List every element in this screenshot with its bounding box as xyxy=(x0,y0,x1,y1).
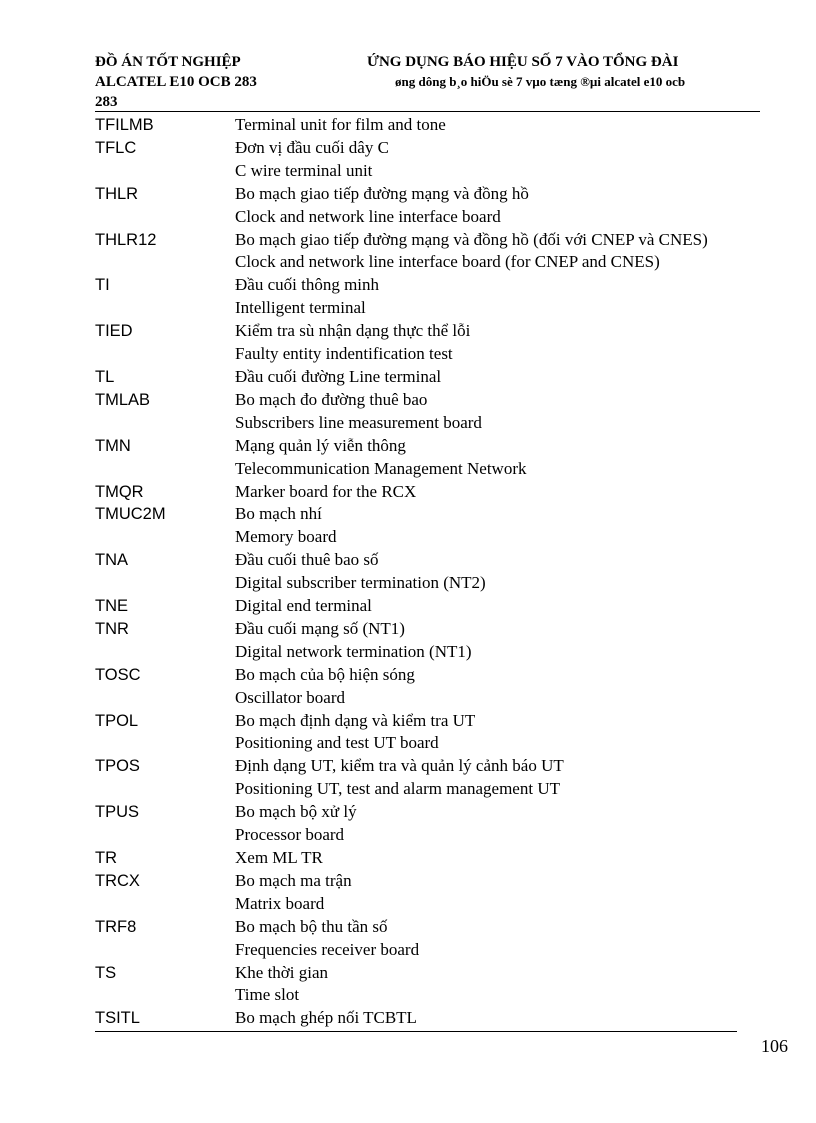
glossary-row xyxy=(95,503,760,526)
glossary-term xyxy=(95,526,235,549)
glossary-description: Đầu cuối thông minh xyxy=(235,275,380,295)
glossary-description: C wire terminal unit xyxy=(235,160,373,180)
glossary-term xyxy=(95,251,235,274)
glossary-description: Bo mạch đo đường thuê bao xyxy=(235,389,428,409)
glossary-description: Terminal unit for film and tone xyxy=(235,115,446,134)
glossary-term: TL xyxy=(95,367,115,386)
glossary-term: TIED xyxy=(95,322,133,341)
glossary-term: TMQR xyxy=(95,482,144,501)
glossary-description: Bo mạch ghép nối TCBTL xyxy=(235,1008,417,1028)
header-system-label: ALCATEL E10 OCB 283 xyxy=(95,74,257,90)
glossary-term: TRCX xyxy=(95,871,140,890)
glossary-row xyxy=(95,687,760,710)
glossary-term xyxy=(95,572,235,595)
header-thesis-label: ĐỒ ÁN TỐT NGHIỆP xyxy=(95,54,241,70)
glossary-row xyxy=(95,572,760,595)
glossary-description: Positioning and test UT board xyxy=(235,733,439,753)
glossary-row xyxy=(95,251,760,274)
glossary-description: Kiểm tra sù nhận dạng thực thể lỗi xyxy=(235,321,471,341)
glossary-description: Đơn vị đầu cuối dây C xyxy=(235,137,389,157)
glossary-description: Marker board for the RCX xyxy=(235,481,417,501)
glossary-term: TPUS xyxy=(95,803,140,822)
glossary-row xyxy=(95,389,760,412)
glossary-row xyxy=(95,984,760,1007)
glossary-term: TMUC2M xyxy=(95,505,166,524)
glossary-row xyxy=(95,549,760,572)
glossary-term: THLR xyxy=(95,184,139,203)
glossary-description: Digital end terminal xyxy=(235,596,372,616)
glossary-term: TFILMB xyxy=(95,116,154,134)
glossary-description: Time slot xyxy=(235,985,300,1005)
glossary-description: Positioning UT, test and alarm management UT xyxy=(235,779,560,799)
glossary-term xyxy=(95,824,235,847)
glossary-row xyxy=(95,595,760,618)
glossary-term: TR xyxy=(95,849,117,867)
glossary-row xyxy=(95,481,760,504)
glossary-row xyxy=(95,801,760,824)
glossary-row xyxy=(95,778,760,801)
glossary-row xyxy=(95,962,760,985)
page-number: 106 xyxy=(761,1036,788,1056)
glossary-description: Đầu cuối mạng số (NT1) xyxy=(235,618,405,638)
header-system-label-overflow: 283 xyxy=(95,94,118,110)
glossary-term xyxy=(95,297,235,320)
glossary-description: Đầu cuối thuê bao số xyxy=(235,550,379,570)
glossary-row xyxy=(95,618,760,641)
glossary-row xyxy=(95,870,760,893)
glossary-description: Bo mạch định dạng và kiểm tra UT xyxy=(235,710,476,730)
glossary-row xyxy=(95,939,760,962)
glossary-term: TNA xyxy=(95,551,128,570)
glossary-row xyxy=(95,732,760,755)
glossary-term: TSITL xyxy=(95,1009,140,1028)
glossary-term xyxy=(95,206,235,229)
glossary-term xyxy=(95,687,235,710)
glossary-row xyxy=(95,343,760,366)
glossary-description: Frequencies receiver board xyxy=(235,939,420,959)
glossary-term xyxy=(95,343,235,366)
glossary-row xyxy=(95,137,760,160)
glossary-description: Bo mạch bộ xử lý xyxy=(235,802,357,822)
glossary-term: THLR12 xyxy=(95,230,157,249)
glossary-term: TPOL xyxy=(95,711,139,730)
glossary-row xyxy=(95,526,760,549)
glossary-description: Clock and network line interface board xyxy=(235,206,501,226)
glossary-row xyxy=(95,641,760,664)
glossary-row xyxy=(95,755,760,778)
glossary-term: TRF8 xyxy=(95,917,137,936)
glossary-row xyxy=(95,664,760,687)
header-subtitle: øng dông b¸o hiÖu sè 7 vµo tæng ®µi alcatel e10 ocb xyxy=(395,74,686,89)
page-header xyxy=(95,52,760,112)
glossary-description: Faulty entity indentification test xyxy=(235,344,453,364)
glossary-row xyxy=(95,435,760,458)
glossary-row xyxy=(95,206,760,229)
glossary-term: TFLC xyxy=(95,138,137,157)
glossary-term xyxy=(95,984,235,1007)
header-left-block xyxy=(95,52,257,112)
glossary-row xyxy=(95,916,760,939)
glossary-list xyxy=(95,114,760,1030)
header-divider xyxy=(95,111,760,112)
glossary-description: Định dạng UT, kiểm tra và quản lý cảnh báo UT xyxy=(235,756,564,776)
glossary-description: Bo mạch bộ thu tần số xyxy=(235,916,388,936)
glossary-term: TNE xyxy=(95,597,128,616)
glossary-row xyxy=(95,160,760,183)
glossary-description: Bo mạch giao tiếp đường mạng và đồng hồ (đối với CNEP và CNES) xyxy=(235,229,708,249)
glossary-description: Oscillator board xyxy=(235,687,345,707)
header-title: ỨNG DỤNG BÁO HIỆU SỐ 7 VÀO TỔNG ĐÀI xyxy=(367,54,679,70)
glossary-description: Bo mạch nhí xyxy=(235,504,322,524)
glossary-row xyxy=(95,893,760,916)
glossary-description: Mạng quản lý viễn thông xyxy=(235,435,406,455)
glossary-term xyxy=(95,458,235,481)
glossary-row xyxy=(95,297,760,320)
glossary-term: TMLAB xyxy=(95,390,151,409)
glossary-description: Bo mạch của bộ hiện sóng xyxy=(235,664,415,684)
glossary-row xyxy=(95,114,760,137)
glossary-description: Clock and network line interface board (for CNEP and CNES) xyxy=(235,252,660,272)
glossary-description: Bo mạch giao tiếp đường mạng và đồng hồ xyxy=(235,183,529,203)
glossary-term: TMN xyxy=(95,436,131,455)
glossary-description: Bo mạch ma trận xyxy=(235,870,352,890)
glossary-term xyxy=(95,641,235,664)
glossary-term xyxy=(95,160,235,183)
glossary-description: Digital subscriber termination (NT2) xyxy=(235,573,486,593)
glossary-description: Digital network termination (NT1) xyxy=(235,641,472,661)
glossary-description: Đầu cuối đường Line terminal xyxy=(235,366,442,386)
glossary-description: Telecommunication Management Network xyxy=(235,458,527,478)
glossary-term xyxy=(95,939,235,962)
glossary-description: Processor board xyxy=(235,825,345,845)
glossary-description: Subscribers line measurement board xyxy=(235,412,482,432)
glossary-row xyxy=(95,847,760,870)
glossary-term xyxy=(95,732,235,755)
glossary-description: Xem ML TR xyxy=(235,848,323,867)
glossary-term xyxy=(95,893,235,916)
footer-divider xyxy=(95,1031,737,1032)
glossary-row xyxy=(95,1007,760,1030)
glossary-description: Intelligent terminal xyxy=(235,298,366,318)
glossary-row xyxy=(95,274,760,297)
glossary-term: TOSC xyxy=(95,665,141,684)
glossary-row xyxy=(95,412,760,435)
glossary-term: TI xyxy=(95,276,110,295)
glossary-description: Memory board xyxy=(235,527,337,547)
glossary-row xyxy=(95,824,760,847)
glossary-term xyxy=(95,778,235,801)
glossary-row xyxy=(95,710,760,733)
glossary-description: Matrix board xyxy=(235,893,325,913)
glossary-term xyxy=(95,412,235,435)
glossary-row xyxy=(95,183,760,206)
glossary-row xyxy=(95,320,760,343)
glossary-row xyxy=(95,366,760,389)
glossary-term: TNR xyxy=(95,619,129,638)
glossary-row xyxy=(95,229,760,252)
glossary-row xyxy=(95,458,760,481)
glossary-term: TS xyxy=(95,963,117,982)
glossary-description: Khe thời gian xyxy=(235,962,329,982)
glossary-term: TPOS xyxy=(95,757,140,776)
